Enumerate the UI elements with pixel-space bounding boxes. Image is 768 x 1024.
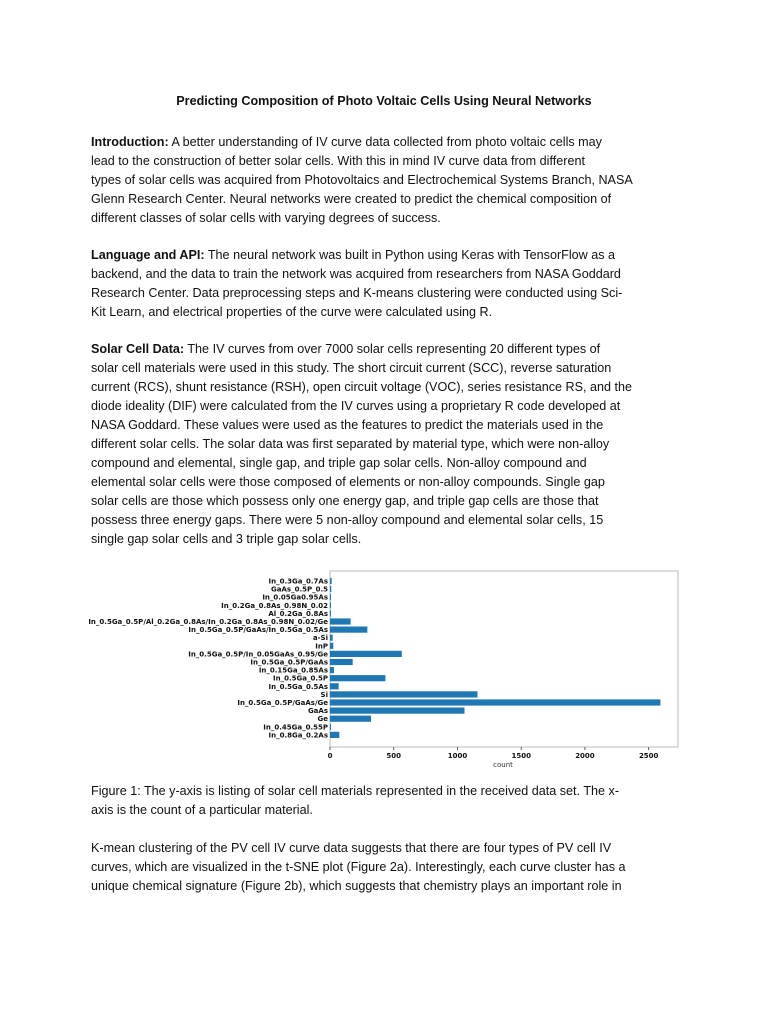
- text-line: backend, and the data to train the network was acquired from researchers from NASA Goddard: [91, 267, 621, 281]
- bar: [330, 683, 339, 689]
- bar: [330, 667, 334, 673]
- kmeans-paragraph: [91, 839, 691, 896]
- y-tick-label: In_0.3Ga_0.7As: [268, 577, 328, 586]
- solar-cell-data-paragraph: [91, 340, 691, 549]
- x-tick-label: 2000: [575, 752, 595, 760]
- text-line: curves, which are visualized in the t-SNE plot (Figure 2a). Interestingly, each curve cluster has a: [91, 860, 626, 874]
- text-line: NASA Goddard. These values were used as the features to predict the materials used in the: [91, 418, 604, 432]
- y-tick-label: In_0.5Ga_0.5P: [273, 674, 328, 683]
- y-tick-label: GaAs_0.5P_0.5: [271, 585, 328, 594]
- bar: [330, 675, 385, 681]
- x-tick-label: 0: [327, 752, 333, 760]
- text-line: single gap solar cells and 3 triple gap solar cells.: [91, 532, 362, 546]
- language-paragraph: [91, 246, 691, 322]
- y-tick-label: In_0.5Ga_0.5P/GaAs: [250, 658, 328, 667]
- text-line: lead to the construction of better solar cells. With this in mind IV curve data from different: [91, 154, 585, 168]
- bar: [330, 732, 339, 738]
- text-line: possess three energy gaps. There were 5 non-alloy compound and elemental solar cells, 15: [91, 513, 604, 527]
- plot-frame: [330, 571, 678, 747]
- text-line: solar cells are those which possess only one energy gap, and triple gap cells are those that: [91, 494, 599, 508]
- y-tick-label: In_0.5Ga_0.5P/In_0.05GaAs_0.95/Ge: [188, 650, 328, 659]
- text-line: unique chemical signature (Figure 2b), which suggests that chemistry plays an important role in: [91, 879, 622, 893]
- text-line: different classes of solar cells with varying degrees of success.: [91, 211, 441, 225]
- x-tick-label: 2500: [638, 752, 659, 760]
- y-tick-label: In_0.15Ga_0.85As: [258, 666, 328, 675]
- text-line: current (RCS), shunt resistance (RSH), open circuit voltage (VOC), series resistance RS, and the: [91, 380, 633, 394]
- introduction-paragraph: [91, 133, 691, 228]
- text-line: solar cell materials were used in this study. The short circuit current (SCC), reverse saturation: [91, 361, 612, 375]
- bar: [330, 618, 351, 624]
- y-tick-label: Si: [320, 690, 328, 699]
- text-line: compound and elemental, single gap, and triple gap solar cells. Non-alloy compound and: [91, 456, 587, 470]
- y-tick-label: GaAs: [307, 707, 328, 716]
- document-title: Predicting Composition of Photo Voltaic Cells Using Neural Networks: [176, 94, 592, 108]
- text-line: axis is the count of a particular material.: [91, 803, 313, 817]
- y-tick-label: Ge: [317, 715, 328, 724]
- bar: [330, 586, 331, 592]
- text-line: Research Center. Data preprocessing steps and K-means clustering were conducted using Sci-: [91, 286, 623, 300]
- y-tick-label: In_0.5Ga_0.5P/GaAs/Ge: [237, 699, 328, 707]
- x-axis-label: count: [493, 761, 513, 769]
- y-tick-label: Al_0.2Ga_0.8As: [268, 609, 328, 618]
- x-tick-label: 500: [386, 752, 402, 760]
- text-line: The neural network was built in Python using Keras with TensorFlow as a: [204, 248, 616, 262]
- y-tick-label: InP: [315, 642, 328, 651]
- text-line: Kit Learn, and electrical properties of the curve were calculated using R.: [91, 305, 493, 319]
- bar: [330, 716, 371, 722]
- y-tick-label: a-Si: [312, 634, 328, 643]
- figure-caption: [91, 782, 691, 820]
- bar: [330, 691, 477, 697]
- bar: [330, 724, 331, 730]
- bar: [330, 627, 367, 633]
- bar: [330, 659, 353, 665]
- text-line: Glenn Research Center. Neural networks were created to predict the chemical composition of: [91, 192, 612, 206]
- text-line: K-mean clustering of the PV cell IV curve data suggests that there are four types of PV cell IV: [91, 841, 612, 855]
- text-line: types of solar cells was acquired from Photovoltaics and Electrochemical Systems Branch, NASA: [91, 173, 633, 187]
- text-line: diode ideality (DIF) were calculated from the IV curves using a proprietary R code developed at: [91, 399, 621, 413]
- text-line: different solar cells. The solar data was first separated by material type, which were non-alloy: [91, 437, 610, 451]
- text-line: Figure 1: The y-axis is listing of solar cell materials represented in the received data set. The x-: [91, 784, 620, 798]
- bar: [330, 594, 331, 600]
- y-tick-label: In_0.05Ga0.95As: [262, 593, 328, 602]
- text-line: The IV curves from over 7000 solar cells representing 20 different types of: [184, 342, 601, 356]
- bar: [330, 699, 660, 705]
- bar: [330, 643, 333, 649]
- text-line: A better understanding of IV curve data collected from photo voltaic cells may: [168, 135, 602, 149]
- language-heading: Language and API:: [91, 248, 205, 262]
- x-tick-label: 1000: [447, 752, 468, 760]
- bar: [330, 610, 331, 616]
- y-tick-label: In_0.5Ga_0.5P/Al_0.2Ga_0.8As/In_0.2Ga_0.8As_0.98N_0.02/Ge: [88, 618, 328, 626]
- y-tick-label: In_0.45Ga_0.55P: [263, 723, 328, 732]
- y-tick-label: In_0.8Ga_0.2As: [268, 731, 328, 740]
- x-tick-label: 1500: [511, 752, 531, 760]
- bar: [330, 635, 333, 641]
- bar: [330, 602, 331, 608]
- introduction-heading: Introduction:: [91, 135, 169, 149]
- bar: [330, 708, 464, 714]
- bar: [330, 578, 332, 584]
- y-tick-label: In_0.5Ga_0.5P/GaAs/In_0.5Ga_0.5As: [188, 626, 328, 635]
- solar-heading: Solar Cell Data:: [91, 342, 185, 356]
- material-count-bar-chart: [0, 560, 768, 770]
- y-tick-label: In_0.5Ga_0.5As: [268, 682, 328, 691]
- y-tick-label: In_0.2Ga_0.8As_0.98N_0.02: [221, 601, 328, 610]
- bar: [330, 651, 402, 657]
- text-line: elemental solar cells were those composed of elements or non-alloy compounds. Single gap: [91, 475, 605, 489]
